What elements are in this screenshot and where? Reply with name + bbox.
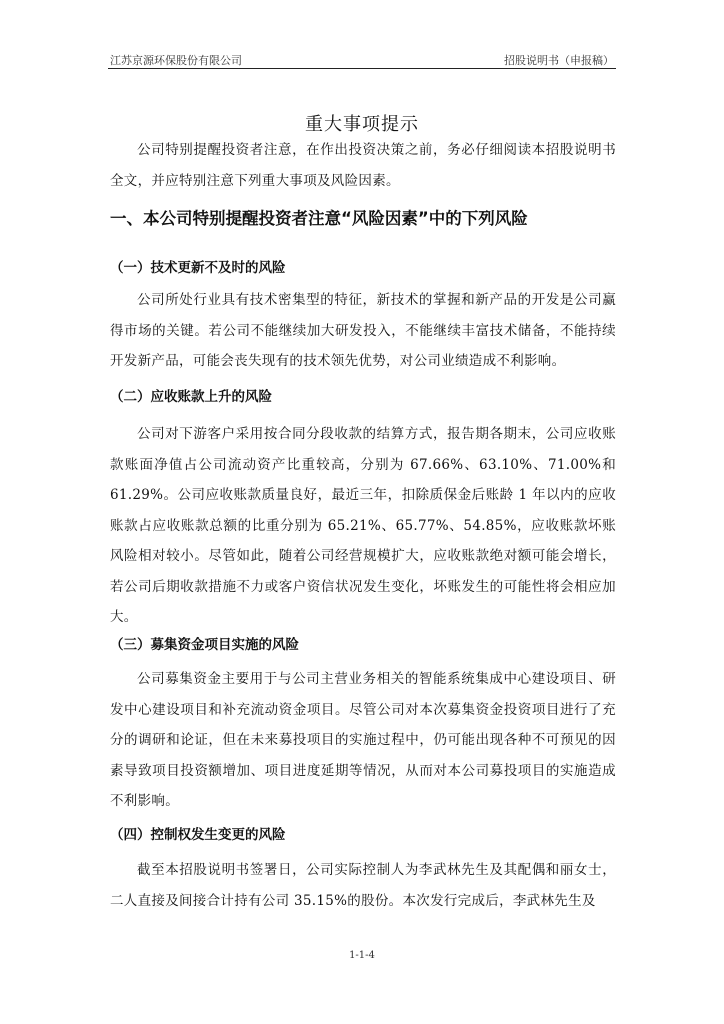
risk-paragraph-2: 公司对下游客户采用按合同分段收款的结算方式，报告期各期末，公司应收账款账面净值占公司流动资产比重较高，分别为 67.66%、63.10%、71.00%和61.29%。公司应收账款质量良好，最近三年，扣除质保金后账龄 1 年以内的应收账款占应收账款总额的比重分别为 65.21%、65.77%、54.85%，应收账款坏账风险相对较小。尽管如此，随着公司经营规模扩大，应收账款绝对额可能会增长，若公司后期收款措施不力或客户资信状况发生变化，坏账发生的可能性将会相应加大。 (110, 426, 616, 625)
risk-heading-3: （三）募集资金项目实施的风险 (110, 637, 299, 653)
risk-paragraph-4: 截至本招股说明书签署日，公司实际控制人为李武林先生及其配偶和丽女士，二人直接及间接合计持有公司 35.15%的股份。本次发行完成后，李武林先生及 (110, 862, 616, 909)
risk-block-3 (110, 664, 616, 817)
header-company: 江苏京源环保股份有限公司 (110, 54, 242, 67)
page-header (108, 50, 616, 69)
risk-heading-4: （四）控制权发生变更的风险 (110, 827, 286, 843)
header-doc-type: 招股说明书（申报稿） (504, 54, 614, 67)
page-title: 重大事项提示 (305, 114, 419, 136)
risk-heading-2: （二）应收账款上升的风险 (110, 389, 272, 405)
risk-block-2 (110, 419, 616, 633)
risk-block-4 (110, 855, 616, 916)
risk-block-1 (110, 285, 616, 377)
risk-heading-1: （一）技术更新不及时的风险 (110, 260, 286, 276)
risk-paragraph-1: 公司所处行业具有技术密集型的特征，新技术的掌握和新产品的开发是公司赢得市场的关键。若公司不能继续加大研发投入，不能继续丰富技术储备，不能持续开发新产品，可能会丧失现有的技术领先优势，对公司业绩造成不利影响。 (110, 292, 616, 369)
intro-block (110, 135, 616, 196)
risk-paragraph-3: 公司募集资金主要用于与公司主营业务相关的智能系统集成中心建设项目、研发中心建设项目和补充流动资金项目。尽管公司对本次募集资金投资项目进行了充分的调研和论证，但在未来募投项目的实施过程中，仍可能出现各种不可预见的因素导致项目投资额增加、项目进度延期等情况，从而对本公司募投项目的实施造成不利影响。 (110, 671, 616, 809)
intro-paragraph: 公司特别提醒投资者注意，在作出投资决策之前，务必仔细阅读本招股说明书全文，并应特别注意下列重大事项及风险因素。 (110, 142, 616, 189)
section-heading: 一、本公司特别提醒投资者注意“风险因素”中的下列风险 (110, 209, 528, 228)
page-number: 1-1-4 (349, 950, 375, 961)
